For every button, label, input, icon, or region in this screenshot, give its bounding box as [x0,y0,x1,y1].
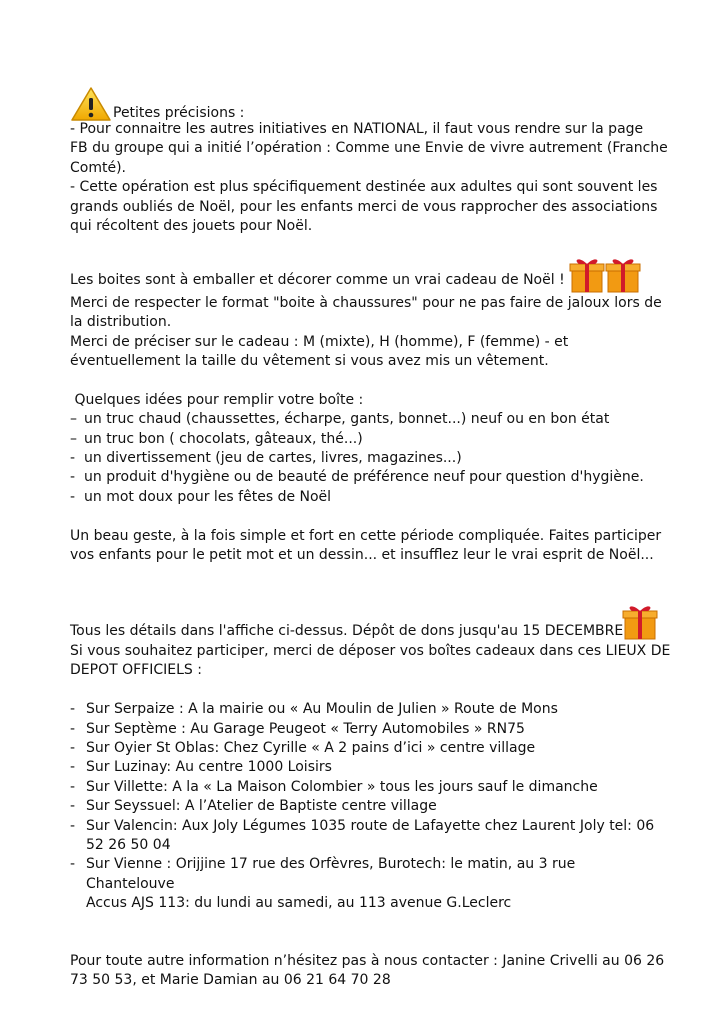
details-text: Tous les détails dans l'affiche ci-dessus. Dépôt de dons jusqu'au 15 DECEMBRE [70,623,624,640]
document-page [70,86,671,990]
contact-line: 73 50 53, et Marie Damian au 06 21 64 70 28 [70,971,391,988]
depot-item: - Sur Luzinay: Au centre 1000 Loisirs [70,759,332,776]
intro-line: grands oubliés de Noël, pour les enfants merci de vous rapprocher des associations [70,198,658,215]
depot-item: - Sur Oyier St Oblas: Chez Cyrille « A 2 pains d’ici » centre village [70,739,536,756]
idea-item: - un divertissement (jeu de cartes, livres, magazines...) [70,450,462,467]
depot-item: - Sur Seyssuel: A l’Atelier de Baptiste centre village [70,798,437,815]
boxes-line: Merci de respecter le format "boite à chaussures" pour ne pas faire de jaloux lors de [70,294,662,311]
idea-item: - un mot doux pour les fêtes de Noël [70,488,332,505]
heading-text: Petites précisions : [113,105,245,121]
warning-icon [70,86,112,122]
intro-line: - Cette opération est plus spécifiquement destinée aux adultes qui sont souvent les [70,179,658,196]
gift-icon [569,256,605,294]
boxes-line: la distribution. [70,314,172,331]
idea-item: - un produit d'hygiène ou de beauté de préférence neuf pour question d'hygiène. [70,469,644,486]
depot-item: - Sur Vienne : Orijjine 17 rue des Orfèvres, Burotech: le matin, au 3 rue Chantelouve Accus AJS 113: du lundi au samedi, au 113 avenue G.Leclerc [70,856,576,912]
contact-line: Pour toute autre information n’hésitez pas à nous contacter : Janine Crivelli au 06 26 [70,952,665,969]
intro-line: qui récoltent des jouets pour Noël. [70,218,313,235]
gift-icon [622,603,658,641]
gesture-line: Un beau geste, à la fois simple et fort en cette période compliquée. Faites participer [70,527,662,544]
gift-icon [605,256,641,294]
intro-line: Comté). [70,159,126,176]
boxes-wrap-text: Les boites sont à emballer et décorer comme un vrai cadeau de Noël ! [70,271,565,288]
depot-item: - Sur Septème : Au Garage Peugeot « Terry Automobiles » RN75 [70,720,525,737]
precisions-heading [70,86,660,120]
ideas-title: Quelques idées pour remplir votre boîte : [70,391,364,408]
gesture-line: vos enfants pour le petit mot et un dessin... et insufflez leur le vrai esprit de Noël... [70,547,654,564]
gift-pair [569,256,641,294]
details-line: DEPOT OFFICIELS : [70,662,202,679]
depot-item: - Sur Valencin: Aux Joly Légumes 1035 route de Lafayette chez Laurent Joly tel: 06 52 26 50 04 [70,817,655,853]
details-line [70,603,660,641]
depot-item: - Sur Villette: A la « La Maison Colombier » tous les jours sauf le dimanche [70,778,598,795]
boxes-line: Merci de préciser sur le cadeau : M (mixte), H (homme), F (femme) - et [70,333,569,350]
details-line: Si vous souhaitez participer, merci de déposer vos boîtes cadeaux dans ces LIEUX DE [70,642,671,659]
intro-line: FB du groupe qui a initié l’opération : Comme une Envie de vivre autrement (Franche [70,140,668,157]
boxes-line: éventuellement la taille du vêtement si vous avez mis un vêtement. [70,353,549,370]
boxes-line [70,256,660,294]
idea-item: – un truc chaud (chaussettes, écharpe, gants, bonnet...) neuf ou en bon état [70,411,610,428]
depot-list [70,700,660,913]
depot-item: - Sur Serpaize : A la mairie ou « Au Moulin de Julien » Route de Mons [70,701,558,718]
idea-item: – un truc bon ( chocolats, gâteaux, thé...) [70,430,363,447]
intro-line: - Pour connaitre les autres initiatives en NATIONAL, il faut vous rendre sur la page [70,121,644,137]
